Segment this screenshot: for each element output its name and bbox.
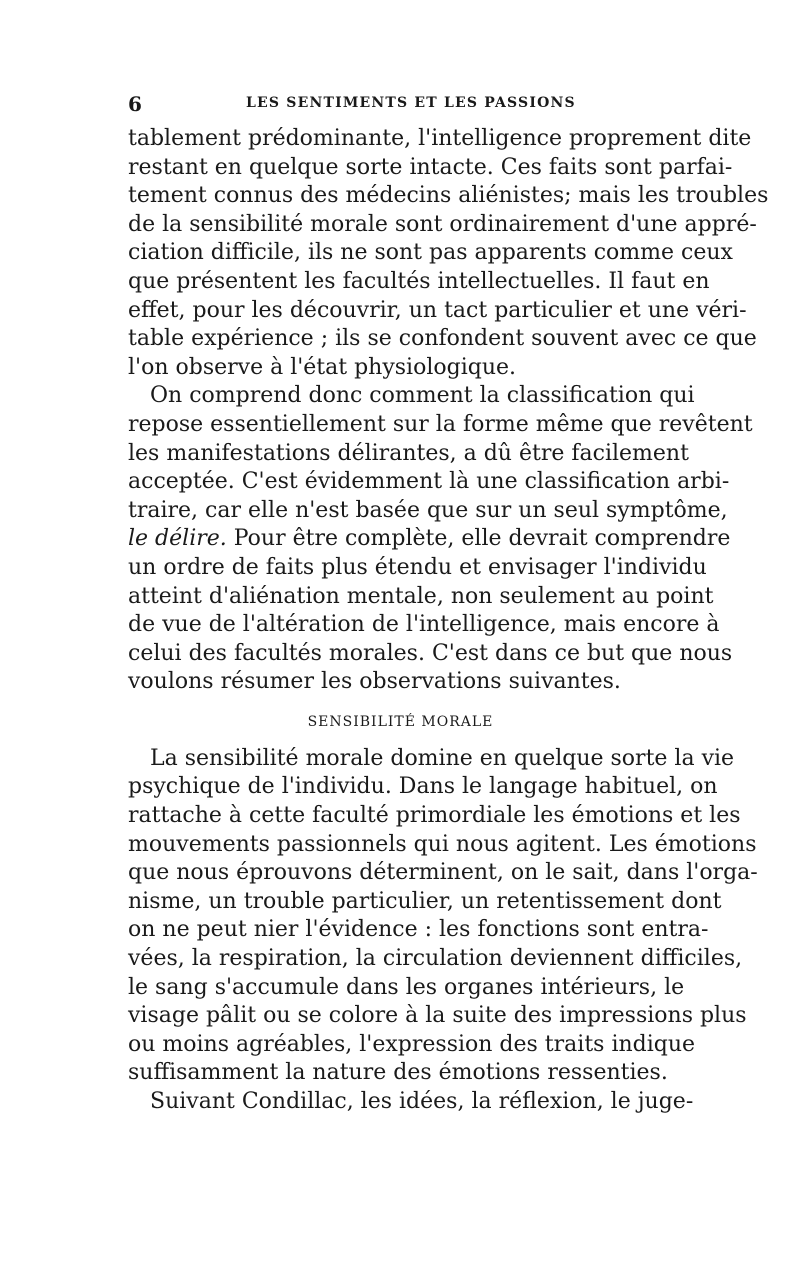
text-line: un ordre de faits plus étendu et envisager l'individu: [128, 554, 707, 580]
page-number: 6: [128, 92, 142, 116]
text-line: table expérience ; ils se confondent souvent avec ce que: [128, 326, 757, 352]
text-line: voulons résumer les observations suivantes.: [128, 669, 621, 695]
italic-term: le délire.: [128, 526, 227, 552]
text-line: que présentent les facultés intellectuelles. Il faut en: [128, 268, 710, 294]
text-line-with-italic: [128, 525, 731, 554]
paragraph-3: [128, 745, 758, 1088]
text-line: visage pâlit ou se colore à la suite des impressions plus: [128, 1003, 747, 1029]
section-title: SENSIBILITÉ MORALE: [307, 713, 494, 730]
text-line: Suivant Condillac, les idées, la réflexion, le juge-: [150, 1089, 694, 1114]
text-line: rattache à cette faculté primordiale les émotions et les: [128, 803, 741, 829]
text-line: tablement prédominante, l'intelligence proprement dite: [128, 126, 752, 151]
text-line: mouvements passionnels qui nous agitent. Les émotions: [128, 831, 757, 857]
text-line: ciation difficile, ils ne sont pas apparents comme ceux: [128, 240, 733, 266]
running-title: LES SENTIMENTS ET LES PASSIONS: [246, 95, 576, 111]
text-line: vées, la respiration, la circulation deviennent difficiles,: [128, 946, 743, 972]
text-line: traire, car elle n'est basée que sur un seul symptôme,: [128, 497, 728, 523]
text-line: de vue de l'altération de l'intelligence, mais encore à: [128, 612, 720, 638]
text-line: On comprend donc comment la classification qui: [150, 383, 695, 409]
text-line: le sang s'accumule dans les organes intérieurs, le: [128, 974, 685, 1000]
page-body: [128, 125, 769, 1117]
text-line: nisme, un trouble particulier, un retentissement dont: [128, 888, 722, 914]
text-line: La sensibilité morale domine en quelque sorte la vie: [150, 745, 735, 771]
text-line: acceptée. C'est évidemment là une classification arbi-: [128, 469, 730, 495]
text-line: tement connus des médecins aliénistes; mais les troubles: [128, 183, 769, 209]
text-line: que nous éprouvons déterminent, on le sait, dans l'orga-: [128, 860, 758, 886]
text-line: l'on observe à l'état physiologique.: [128, 354, 517, 380]
text-line: celui des facultés morales. C'est dans ce but que nous: [128, 640, 733, 666]
text-line: atteint d'aliénation mentale, non seulement au point: [128, 583, 714, 609]
page-header: [128, 92, 672, 118]
text-line: effet, pour les découvrir, un tact particulier et une véri-: [128, 297, 747, 323]
paragraph-2: [128, 382, 753, 697]
text-line: ou moins agréables, l'expression des traits indique: [128, 1031, 696, 1057]
text-line: les manifestations délirantes, a dû être facilement: [128, 440, 689, 466]
paragraph-1: [128, 125, 769, 382]
text-span: Pour être complète, elle devrait comprendre: [226, 526, 731, 552]
text-line: on ne peut nier l'évidence : les fonctions sont entra-: [128, 917, 709, 943]
paragraph-4: [128, 1088, 694, 1117]
text-line: de la sensibilité morale sont ordinairement d'une appré-: [128, 211, 757, 237]
text-line: restant en quelque sorte intacte. Ces faits sont parfai-: [128, 154, 733, 180]
text-line: psychique de l'individu. Dans le langage habituel, on: [128, 774, 718, 800]
text-line: suffisamment la nature des émotions ressenties.: [128, 1060, 668, 1086]
text-line: repose essentiellement sur la forme même que revêtent: [128, 411, 753, 437]
